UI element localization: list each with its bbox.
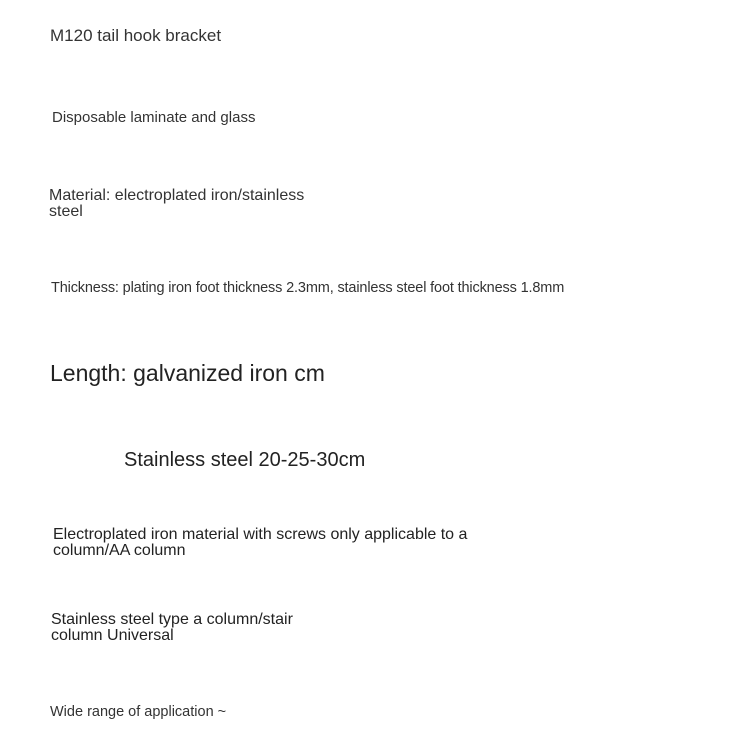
thickness-line: Thickness: plating iron foot thickness 2.3mm, stainless steel foot thickness 1.8mm bbox=[51, 280, 565, 296]
stainless-application-line: Stainless steel type a column/stair column Universal bbox=[51, 611, 293, 644]
product-title: M120 tail hook bracket bbox=[50, 26, 222, 45]
usage-line: Disposable laminate and glass bbox=[52, 109, 256, 126]
stainless-length-line: Stainless steel 20-25-30cm bbox=[124, 449, 366, 471]
length-line: Length: galvanized iron cm bbox=[50, 360, 325, 386]
material-line: Material: electroplated iron/stainless steel bbox=[49, 187, 305, 220]
application-range-line: Wide range of application ~ bbox=[50, 704, 227, 720]
electroplated-application-line: Electroplated iron material with screws only applicable to a column/AA column bbox=[53, 526, 468, 559]
